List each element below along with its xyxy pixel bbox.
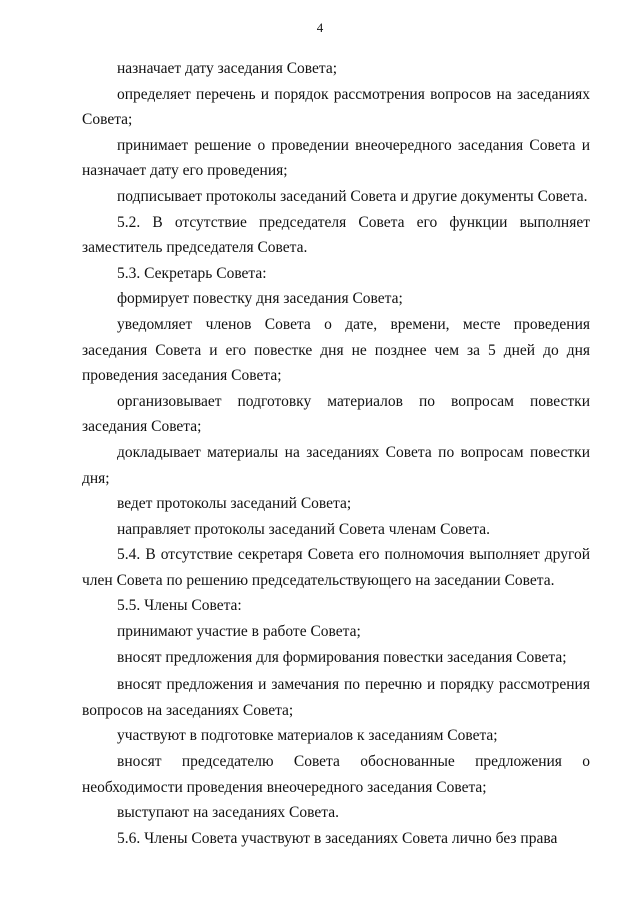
paragraph: определяет перечень и порядок рассмотрения вопросов на заседаниях Совета;	[82, 85, 590, 129]
paragraph: выступают на заседаниях Совета.	[117, 804, 339, 822]
paragraph: вносят предложения для формирования повестки заседания Совета;	[117, 648, 567, 666]
paragraph: назначает дату заседания Совета;	[117, 60, 338, 77]
paragraph: участвуют в подготовке материалов к заседаниям Совета;	[117, 727, 498, 745]
paragraph: уведомляет членов Совета о дате, времени, месте проведения заседания Совета и его повестке дня не позднее чем за 5 дней до дня проведения заседания Совета;	[82, 315, 590, 385]
paragraph: вносят председателю Совета обоснованные предложения о необходимости проведения внеочередного заседания Совета;	[82, 753, 590, 796]
paragraph: ведет протоколы заседаний Совета;	[117, 495, 352, 513]
paragraph: принимают участие в работе Совета;	[117, 623, 361, 641]
paragraph: организовывает подготовку материалов по вопросам повестки заседания Совета;	[82, 392, 590, 436]
paragraph: подписывает протоколы заседаний Совета и другие документы Совета.	[117, 187, 588, 205]
paragraph: 5.3. Секретарь Совета:	[117, 264, 267, 282]
paragraph: формирует повестку дня заседания Совета;	[117, 290, 403, 308]
paragraph: 5.5. Члены Совета:	[117, 597, 242, 615]
paragraph: 5.6. Члены Совета участвуют в заседаниях Совета лично без права	[117, 829, 558, 847]
paragraph: принимает решение о проведении внеочередного заседания Совета и назначает дату его проведения;	[82, 136, 590, 180]
document-body	[82, 56, 590, 851]
paragraph: направляет протоколы заседаний Совета членам Совета.	[117, 520, 490, 538]
page-number: 4	[316, 20, 324, 35]
paragraph: 5.2. В отсутствие председателя Совета его функции выполняет заместитель председателя Совета.	[82, 213, 590, 257]
paragraph: докладывает материалы на заседаниях Совета по вопросам повестки дня;	[82, 443, 590, 487]
paragraph: вносят предложения и замечания по перечню и порядку рассмотрения вопросов на заседаниях Совета;	[82, 676, 590, 719]
paragraph: 5.4. В отсутствие секретаря Совета его полномочия выполняет другой член Совета по решению председательствующего на заседании Совета.	[82, 546, 590, 589]
